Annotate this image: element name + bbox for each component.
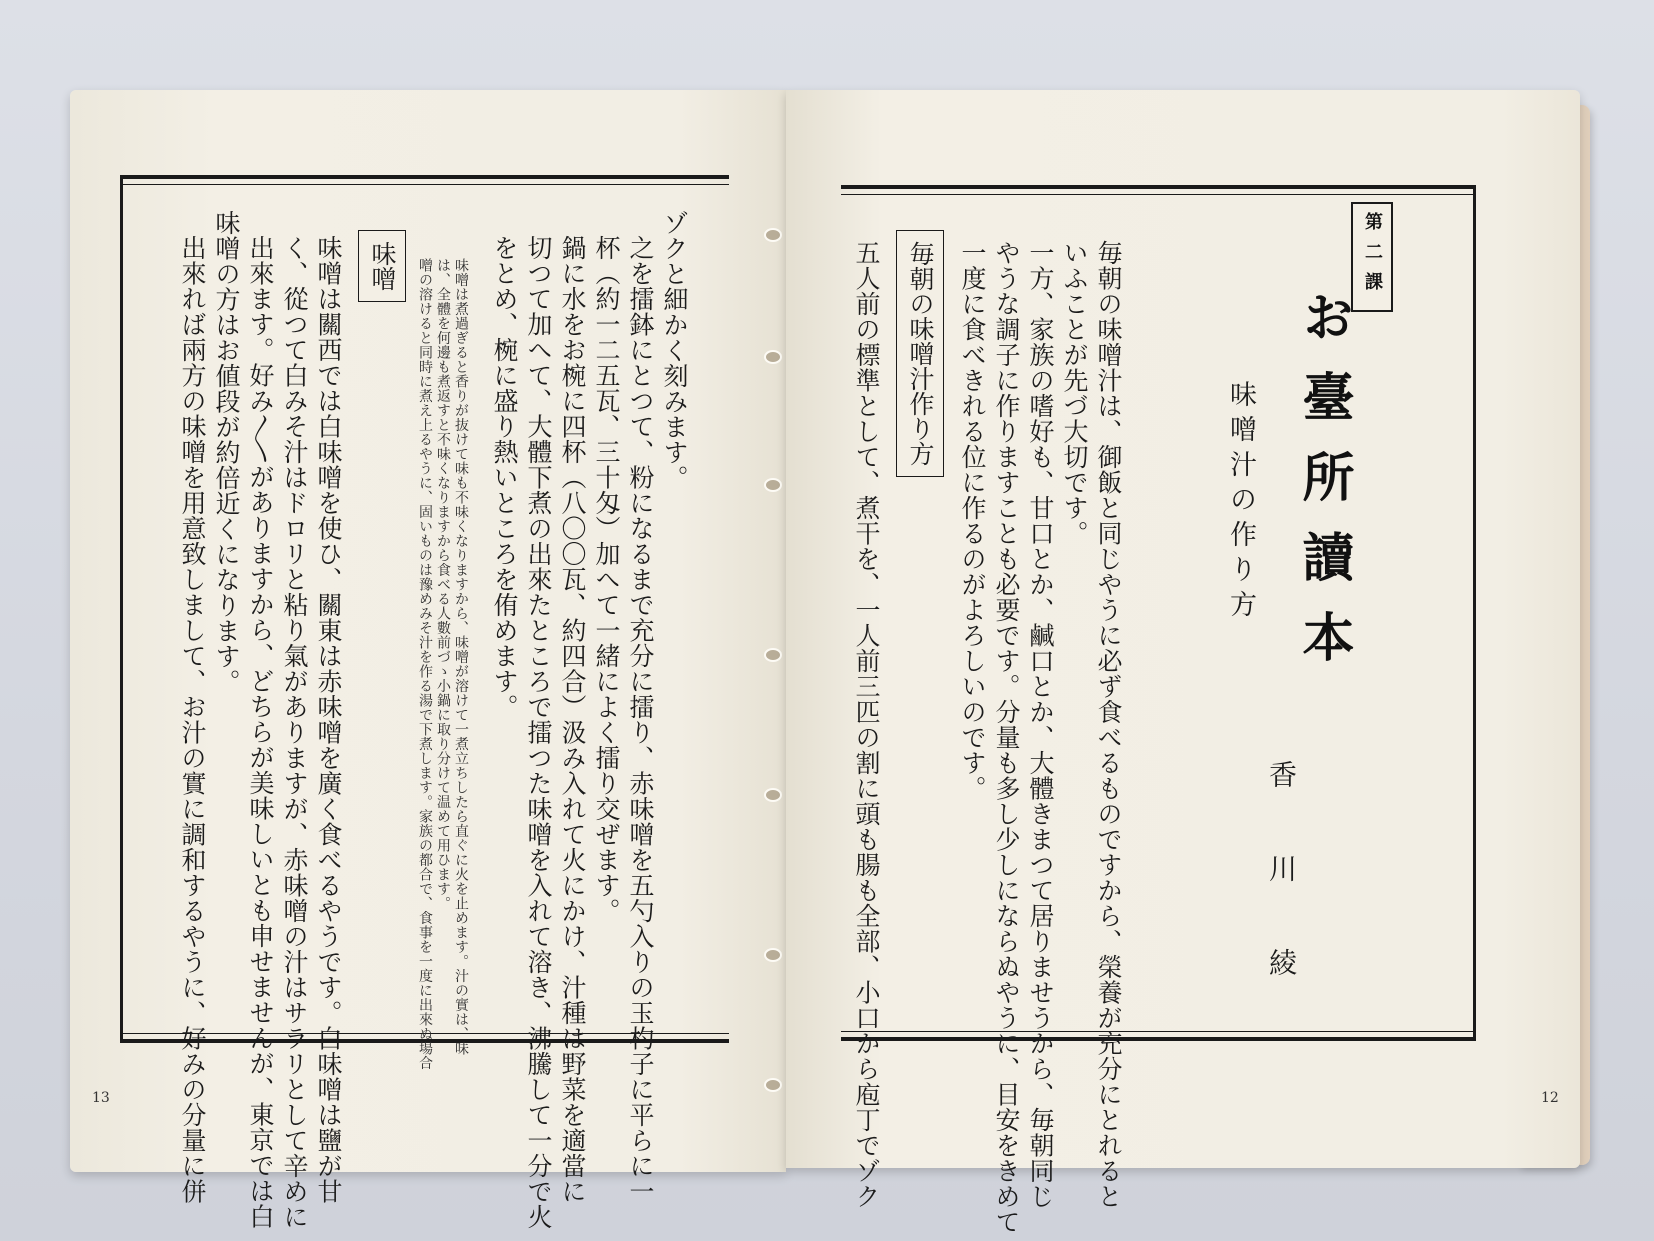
miso-column-4: 味噌の方はお値段が約倍近くになります。	[212, 210, 241, 695]
left-column-2: 之を擂鉢にとつて、粉になるまで充分に擂り、赤味噌を五勺入りの玉杓子に平らに一	[626, 235, 655, 1204]
left-column-4: 鍋に水をお椀に四杯（八〇〇瓦、約四合）汲み入れて火にかけ、汁種は野菜を適當に	[558, 235, 587, 1204]
miso-column-2: く、從つて白みそ汁はドロリと粘り氣がありますが、赤味噌の汁はサラリとして辛めに	[280, 235, 309, 1230]
intro-column-3: 一方、家族の嗜好も、甘口とか、鹹口とか、大體きまつて居りませうから、毎朝同じ	[1026, 240, 1055, 1209]
left-column-5: 切つて加へて、大體下煮の出來たところで擂つた味噌を入れて溶き、沸騰して一分で火	[524, 235, 553, 1230]
author-name: 香川綾	[1265, 760, 1298, 1042]
left-column-1: ゾクと細かく刻みます。	[660, 210, 689, 491]
intro-column-4: やうな調子に作りますことも必要です。分量も多し少しにならぬやうに、目安をきめて	[992, 240, 1021, 1235]
binding-hole	[766, 230, 780, 240]
binding-hole	[766, 650, 780, 660]
binding-hole	[766, 790, 780, 800]
miso-column-5: 出來れば兩方の味噌を用意致しまして、お汁の實に調和するやうに、好みの分量に併	[178, 235, 207, 1204]
recipe-column-1: 五人前の標準として、煮干を、一人前三匹の割に頭も腸も全部、小口から庖丁でゾク	[852, 240, 881, 1209]
miso-column-1: 味噌は關西では白味噌を使ひ、關東は赤味噌を廣く食べるやうです。白味噌は鹽が甘	[314, 235, 343, 1204]
binding-hole	[766, 1080, 780, 1090]
left-page	[70, 90, 786, 1230]
binding-hole	[766, 480, 780, 490]
left-note-1: 味噌は煮過ぎると香りが抜けて味も不味くなりますから、味噌が溶けて一煮立ちしたら直ぐに火を止めます。汁の實は、味	[453, 258, 469, 1056]
page-number-right: 12	[1541, 1090, 1559, 1106]
open-book	[70, 90, 1590, 1235]
miso-column-3: 出來ます。好み〳〵がありますから、どちらが美味しいとも申せませんが、東京では白	[246, 235, 275, 1229]
binding-hole	[766, 352, 780, 362]
left-column-6: をとめ、椀に盛り熱いところを侑めます。	[490, 235, 519, 720]
section-heading-miso: 味噌	[358, 230, 406, 302]
left-note-3: 噌の溶けると同時に煮え上るやうに、固いものは豫めみそ汁を作る湯で下煮します。家族の都合で、食事を一度に出來ぬ場合	[417, 258, 433, 1070]
intro-column-2: いふことが先づ大切です。	[1060, 240, 1089, 546]
lesson-label-tab: 第二課	[1351, 202, 1393, 312]
right-page	[786, 90, 1580, 1235]
binding-hole	[766, 950, 780, 960]
left-note-2: は、全體を何邊も煮返すと不味くなりますから食べる人數前づゝ小鍋に取り分けて温めて用ひます。	[435, 258, 451, 911]
intro-column-1: 毎朝の味噌汁は、御飯と同じやうに必ず食べるものですから、榮養が充分にとれると	[1094, 240, 1123, 1209]
section-heading-daily-miso-soup: 毎朝の味噌汁作り方	[896, 230, 944, 477]
magazine-title: お臺所讀本	[1293, 290, 1354, 690]
page-number-left: 13	[92, 1090, 110, 1106]
left-column-3: 杯（約一二五瓦、三十匁）加へて一緒によく擂り交ぜます。	[592, 235, 621, 924]
intro-column-5: 一度に食べきれる位に作るのがよろしいのです。	[958, 240, 987, 801]
article-title: 味噌汁の作り方	[1225, 380, 1256, 625]
